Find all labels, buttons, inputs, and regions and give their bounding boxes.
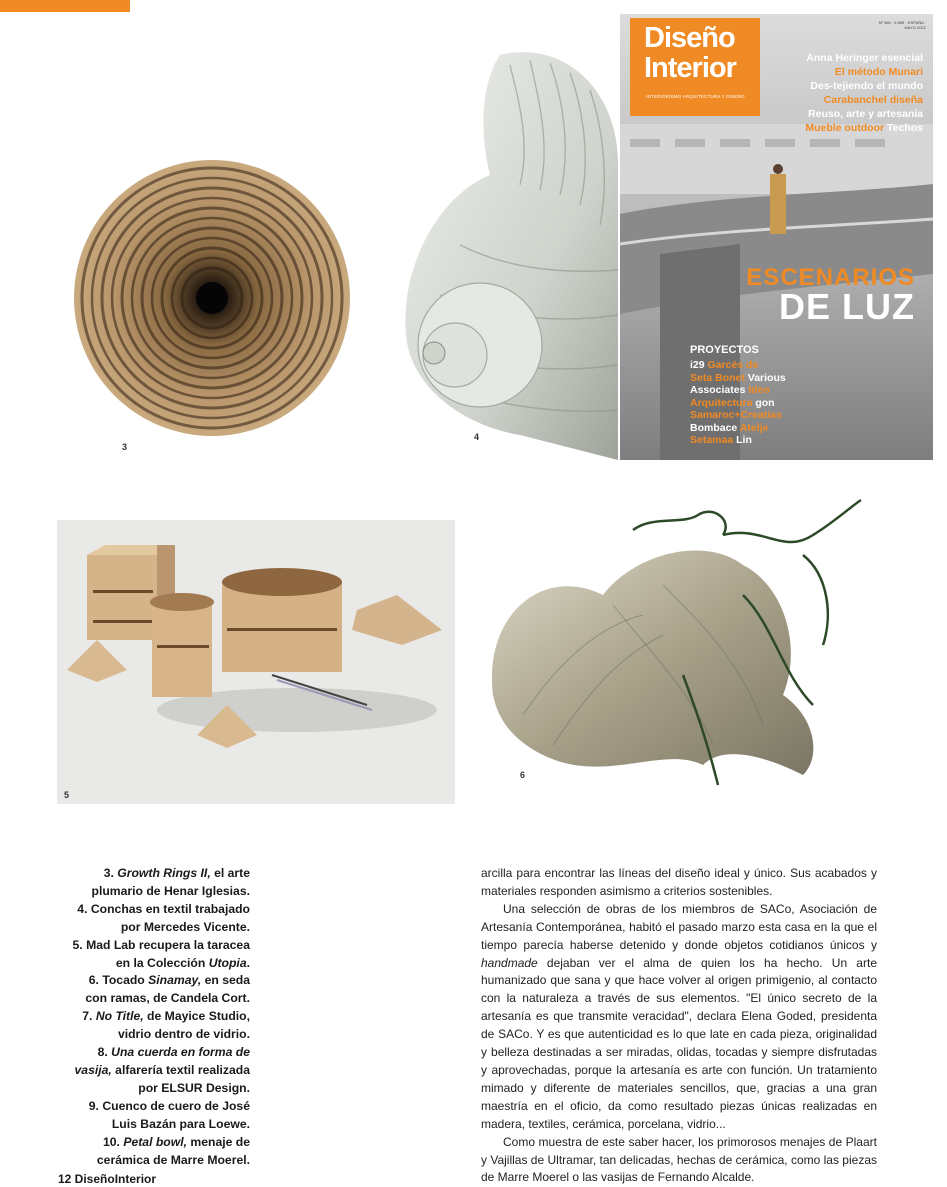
cover-teaser: Reuso, arte y artesanía: [808, 108, 923, 120]
caption-text: de Mayice Studio, vidrio dentro de vidrio.: [117, 1009, 250, 1042]
cover-teaser-last: [805, 122, 923, 134]
project-name: Associates: [690, 384, 749, 396]
caption-number: 10.: [102, 1134, 124, 1149]
projects-title: PROYECTOS: [690, 344, 759, 356]
caption-text: menaje de cerámica de Marre Moerel.: [96, 1134, 250, 1167]
logo-line-2: Interior: [644, 52, 736, 84]
teaser-part: Mueble outdoor: [805, 122, 885, 134]
cover-teaser: Anna Heringer esencial: [806, 52, 923, 64]
caption-text: Conchas en textil trabajado por Mercedes Vicente.: [90, 901, 250, 934]
caption-title: Petal bowl,: [123, 1134, 187, 1149]
project-name: Various: [747, 371, 786, 384]
caption-title: Growth Rings II,: [117, 866, 211, 880]
paragraph: [481, 901, 877, 1134]
logo-subtitle: INTERIORISMO ARQUITECTURA Y DISEÑO: [646, 94, 745, 99]
cover-logo: [630, 18, 760, 116]
cover-headline-2: DE LUZ: [779, 286, 915, 327]
headpiece-illustration: [483, 495, 863, 795]
caption-4: [70, 901, 250, 937]
photo-growth-rings: [70, 150, 350, 440]
issue-info: Nº 366 · 6,50€ · ESPAÑA · MAYO 2022: [878, 20, 926, 30]
caption-5: [70, 937, 250, 973]
project-name: i29: [690, 359, 708, 371]
teaser-part: Techos: [887, 122, 923, 134]
shell-illustration: [400, 45, 618, 460]
photo-number: 3: [122, 442, 128, 452]
caption-number: 9.: [88, 1098, 103, 1113]
project-name: gon: [755, 396, 775, 409]
project-name: Seta Bonet: [690, 371, 748, 384]
caption-7: [70, 1008, 250, 1044]
feather-disc-illustration: [70, 150, 350, 440]
paragraph-text: Una selección de obras de los miembros de SACo, Asociación de Artesanía Contemporánea, habitó el pasado marzo esta casa en la que el tiempo parecía haberse detenido y donde objetos cotidianos únicos y: [481, 901, 877, 952]
project-line: [690, 359, 758, 371]
logo-line-1: Diseño: [644, 22, 735, 54]
caption-10: [70, 1134, 250, 1170]
photo-number: 5: [64, 790, 70, 800]
project-name: Lin: [736, 434, 752, 446]
photo-textile-shell: [400, 45, 618, 460]
caption-title: Una cuerda en forma de vasija,: [74, 1045, 250, 1077]
project-line: [690, 409, 782, 421]
project-name: Arquitectura: [690, 396, 756, 409]
caption-number: 6.: [88, 973, 103, 988]
caption-6: [70, 972, 250, 1008]
paragraph: arcilla para encontrar las líneas del diseño ideal y único. Sus acabados y materiales responden asimismo a criterios sostenibles.: [481, 866, 877, 898]
project-name: Ideo: [748, 384, 770, 396]
paragraph-italic: handmade: [481, 955, 538, 970]
caption-title: Sinamay,: [148, 973, 202, 988]
project-name: Setamaa: [690, 434, 737, 446]
photo-number: 6: [520, 770, 526, 780]
caption-text: el arte plumario de Henar Iglesias.: [91, 866, 250, 898]
cover-headline-1: ESCENARIOS: [746, 264, 915, 291]
caption-number: 5.: [72, 937, 87, 952]
caption-3: [70, 865, 250, 901]
caption-text: Mad Lab recupera la taracea en la Colección: [86, 937, 250, 970]
caption-number: 4.: [77, 901, 91, 916]
photo-sinamay-headpiece: [483, 495, 863, 795]
caption-text: Cuenco de cuero de José Luis Bazán para Loewe.: [102, 1098, 250, 1131]
section-tab: [0, 0, 130, 12]
cover-teaser: El método Munari: [834, 66, 923, 78]
magazine-cover: [620, 14, 933, 460]
caption-8: [70, 1044, 250, 1098]
caption-text: Tocado: [102, 973, 149, 988]
page-footer: 12 DiseñoInterior: [58, 1172, 157, 1186]
article-body: [481, 865, 877, 1187]
project-line: [690, 397, 775, 409]
project-line: [690, 422, 768, 434]
cover-teaser: Des-tejiendo el mundo: [810, 80, 923, 92]
caption-9: [70, 1098, 250, 1134]
caption-title: Utopia: [208, 955, 247, 970]
photo-captions: [70, 865, 250, 1169]
caption-title: No Title,: [95, 1009, 144, 1024]
project-name: Samaroc+Creatias: [690, 409, 782, 421]
caption-text: alfarería textil realizada por ELSUR Design.: [111, 1062, 250, 1095]
photo-number: 4: [474, 432, 480, 442]
project-name: Garcés de: [707, 359, 759, 371]
caption-text: .: [246, 955, 250, 970]
photo-marquetry-boxes: [57, 520, 455, 804]
caption-text: en seda con ramas, de Candela Cort.: [85, 973, 250, 1006]
project-name: Bombace: [690, 421, 740, 434]
caption-number: 7.: [82, 1009, 96, 1024]
caption-number: 8.: [97, 1045, 112, 1060]
boxes-illustration: [57, 520, 455, 804]
caption-number: 3.: [103, 866, 118, 880]
paragraph: Como muestra de este saber hacer, los primorosos menajes de Plaart y Vajillas de Ultramar, tan delicadas, hechas de cerámica, como las piezas de Marre Moerel o las vasijas de Fernando Alcalde.: [481, 1134, 877, 1185]
cover-teaser: Carabanchel diseña: [823, 94, 923, 106]
project-line: [690, 434, 752, 446]
project-line: [690, 384, 770, 396]
paragraph-text: dejaban ver el alma de quien los ha hecho. Un arte humanizado que sana y que hace volver al origen primigenio, al contacto con la naturaleza a través de sus elementos. "El único secreto de la artesanía es que transmite veracidad", declara Elena Goded, presidenta de SACo. Y es que autenticidad es lo que late en cada pieza, originalidad y belleza destinadas a ser miradas, olidas, tocadas y siempre disfrutadas y aprovechadas, porque la artesanía es arte con función. Un tratamiento mimado y diferente de materiales sencillos, que, gracias a una gran maestría en el oficio, da como resultado piezas únicas realizadas en madera, textiles, cerámica, porcelana, vidrio...: [481, 955, 877, 1131]
project-name: Atelje: [739, 421, 769, 434]
project-line: [690, 372, 786, 384]
